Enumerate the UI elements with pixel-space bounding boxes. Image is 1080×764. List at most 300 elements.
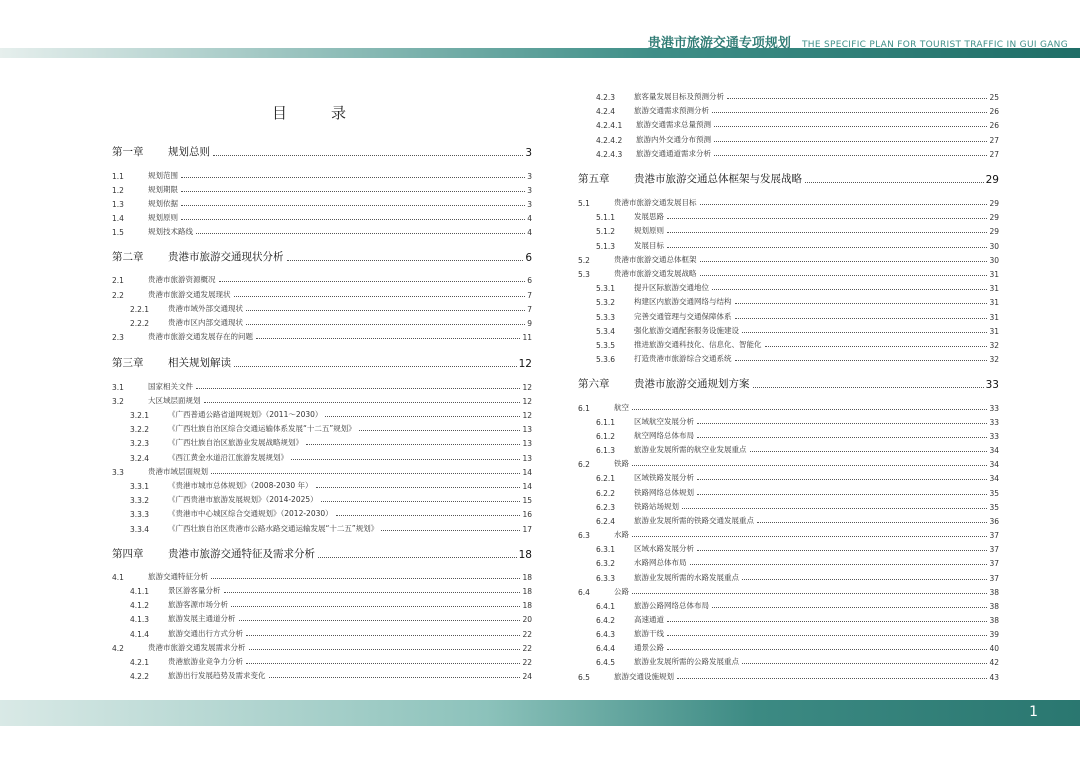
toc-entry-page: 33: [989, 432, 999, 441]
toc-entry-number: 6.4.2: [596, 616, 616, 625]
toc-entry-5-2: [578, 251, 999, 265]
toc-entry-number: 3.2: [112, 397, 124, 406]
toc-entry-5-1-3: [578, 237, 999, 251]
toc-entry-label: 贵港市区内部交通现状: [168, 318, 243, 327]
toc-entry-page: 33: [989, 404, 999, 413]
toc-entry-number: 4.2.4.2: [596, 136, 623, 145]
toc-entry-label: 旅游干线: [634, 629, 664, 638]
toc-entry-6-4-3: [578, 625, 999, 639]
toc-entry-label: 旅游交通设施规划: [614, 672, 674, 681]
toc-entry-number: 4.2.3: [596, 93, 616, 102]
toc-entry-2-1: [112, 271, 532, 285]
toc-entry-3-3-1: [112, 477, 532, 491]
toc-entry-6-1-3: [578, 441, 999, 455]
toc-leader-dots: [246, 635, 520, 636]
toc-entry-1-2: [112, 181, 532, 195]
toc-entry-3-2: [112, 392, 532, 406]
toc-entry-number: 第四章: [112, 548, 144, 560]
toc-entry-6-2-4: [578, 512, 999, 526]
toc-entry-number: 5.3.3: [596, 313, 616, 322]
toc-entry-page: 18: [522, 587, 532, 596]
toc-entry-page: 18: [522, 601, 532, 610]
toc-entry-number: 5.3.4: [596, 327, 616, 336]
toc-entry-page: 7: [527, 291, 532, 300]
toc-leader-dots: [753, 387, 984, 388]
toc-entry-number: 6.4.1: [596, 602, 616, 611]
toc-entry-label: 贵港市旅游交通总体框架与发展战略: [634, 173, 802, 185]
toc-entry-label: 旅游公路网络总体布局: [634, 601, 709, 610]
toc-entry-number: 5.3.5: [596, 341, 616, 350]
toc-entry-page: 31: [989, 298, 999, 307]
toc-entry-label: 贵港市旅游资源概况: [148, 275, 216, 284]
toc-leader-dots: [677, 678, 987, 679]
toc-entry-page: 29: [985, 174, 999, 186]
toc-leader-dots: [234, 366, 517, 367]
toc-entry-number: 1.4: [112, 214, 124, 223]
toc-entry-4-1-1: [112, 582, 532, 596]
toc-entry-number: 5.2: [578, 256, 590, 265]
toc-entry-3-3-4: [112, 520, 532, 534]
toc-entry-number: 6.3.1: [596, 545, 616, 554]
toc-entry-number: 6.4.4: [596, 644, 616, 653]
toc-entry-label: 发展目标: [634, 241, 664, 250]
toc-entry-3-2-4: [112, 449, 532, 463]
toc-leader-dots: [291, 459, 520, 460]
toc-entry-第一章: [112, 145, 532, 159]
toc-entry-number: 3.2.4: [130, 454, 150, 463]
toc-entry-第六章: [578, 377, 999, 391]
toc-entry-6-3-3: [578, 569, 999, 583]
toc-entry-number: 3.3.3: [130, 510, 150, 519]
toc-entry-page: 13: [522, 454, 532, 463]
toc-leader-dots: [714, 155, 987, 156]
toc-entry-page: 32: [989, 341, 999, 350]
toc-entry-label: 构建区内旅游交通网络与结构: [634, 297, 732, 306]
toc-entry-label: 规划总则: [168, 146, 210, 158]
toc-entry-page: 37: [989, 559, 999, 568]
toc-entry-number: 2.1: [112, 276, 124, 285]
toc-entry-page: 24: [522, 672, 532, 681]
toc-entry-page: 22: [522, 658, 532, 667]
toc-entry-page: 36: [989, 517, 999, 526]
toc-entry-label: 打造贵港市旅游综合交通系统: [634, 354, 732, 363]
toc-entry-label: 旅游业发展所需的铁路交通发展重点: [634, 516, 754, 525]
toc-entry-label: 推进旅游交通科技化、信息化、智能化: [634, 340, 762, 349]
toc-entry-6-1-1: [578, 413, 999, 427]
toc-leader-dots: [316, 487, 521, 488]
toc-leader-dots: [700, 275, 988, 276]
toc-entry-label: 高速通道: [634, 615, 664, 624]
toc-entry-6-2: [578, 455, 999, 469]
toc-leader-dots: [306, 444, 520, 445]
header-title-cn: 贵港市旅游交通专项规划: [647, 36, 791, 51]
toc-entry-page: 35: [989, 489, 999, 498]
toc-leader-dots: [359, 430, 521, 431]
toc-entry-number: 6.1.2: [596, 432, 616, 441]
toc-leader-dots: [213, 155, 523, 156]
toc-entry-number: 5.1: [578, 199, 590, 208]
toc-leader-dots: [727, 98, 987, 99]
toc-leader-dots: [712, 289, 987, 290]
toc-entry-label: 规划技术路线: [148, 227, 193, 236]
toc-leader-dots: [714, 126, 987, 127]
toc-entry-label: 强化旅游交通配套服务设施建设: [634, 326, 739, 335]
toc-entry-number: 3.3.4: [130, 525, 150, 534]
toc-entry-page: 42: [989, 658, 999, 667]
toc-entry-第五章: [578, 172, 999, 186]
toc-entry-5-1-1: [578, 208, 999, 222]
toc-entry-number: 5.3.6: [596, 355, 616, 364]
toc-leader-dots: [735, 318, 988, 319]
toc-entry-label: 贵港市旅游交通现状分析: [168, 251, 284, 263]
toc-leader-dots: [249, 649, 521, 650]
toc-entry-6-2-1: [578, 469, 999, 483]
toc-entry-number: 4.2: [112, 644, 124, 653]
toc-entry-number: 3.2.3: [130, 439, 150, 448]
toc-entry-1-3: [112, 195, 532, 209]
toc-entry-number: 5.3.1: [596, 284, 616, 293]
toc-entry-page: 18: [518, 549, 532, 561]
toc-entry-label: 《广西壮族自治区旅游业发展战略规划》: [168, 438, 303, 447]
toc-leader-dots: [239, 620, 521, 621]
header-title-en: THE SPECIFIC PLAN FOR TOURIST TRAFFIC IN GUI GANG: [801, 40, 1068, 50]
toc-entry-5-3-3: [578, 308, 999, 322]
toc-leader-dots: [697, 550, 987, 551]
toc-entry-label: 公路: [614, 587, 629, 596]
toc-entry-page: 35: [989, 503, 999, 512]
toc-entry-page: 6: [527, 276, 532, 285]
toc-leader-dots: [757, 522, 987, 523]
toc-entry-label: 贵港市旅游交通发展存在的问题: [148, 332, 253, 341]
toc-entry-label: 完善交通管理与交通保障体系: [634, 312, 732, 321]
toc-entry-3-3: [112, 463, 532, 477]
toc-entry-page: 16: [522, 510, 532, 519]
toc-entry-number: 3.2.2: [130, 425, 150, 434]
toc-entry-page: 6: [525, 252, 532, 264]
toc-entry-page: 14: [522, 482, 532, 491]
toc-leader-dots: [181, 205, 525, 206]
toc-leader-dots: [742, 663, 987, 664]
toc-entry-number: 第六章: [578, 378, 610, 390]
toc-entry-4-2-4: [578, 102, 999, 116]
toc-entry-number: 5.1.3: [596, 242, 616, 251]
toc-entry-page: 3: [527, 200, 532, 209]
toc-entry-6-1: [578, 399, 999, 413]
toc-entry-number: 1.2: [112, 186, 124, 195]
toc-entry-label: 提升区际旅游交通地位: [634, 283, 709, 292]
toc-entry-label: 旅游业发展所需的航空业发展重点: [634, 445, 747, 454]
toc-entry-label: 《贵港市中心城区综合交通规划》（2012-2030）: [168, 509, 333, 518]
toc-entry-page: 12: [522, 397, 532, 406]
toc-leader-dots: [714, 141, 987, 142]
toc-entry-6-3: [578, 526, 999, 540]
toc-entry-page: 12: [522, 411, 532, 420]
toc-entry-label: 旅游交通通道需求分析: [636, 149, 711, 158]
toc-entry-number: 第一章: [112, 146, 144, 158]
toc-entry-page: 3: [527, 172, 532, 181]
toc-entry-number: 5.1.2: [596, 227, 616, 236]
toc-leader-dots: [667, 621, 987, 622]
toc-entry-page: 34: [989, 474, 999, 483]
toc-leader-dots: [381, 530, 520, 531]
toc-entry-number: 2.2: [112, 291, 124, 300]
toc-leader-dots: [336, 515, 521, 516]
toc-entry-3-2-3: [112, 434, 532, 448]
toc-leader-dots: [231, 606, 520, 607]
toc-entry-page: 31: [989, 284, 999, 293]
toc-entry-page: 3: [527, 186, 532, 195]
toc-leader-dots: [246, 663, 520, 664]
toc-entry-label: 《广西壮族自治区综合交通运输体系发展“十二五”规划》: [168, 424, 356, 433]
toc-entry-2-2-1: [112, 300, 532, 314]
toc-entry-number: 4.1: [112, 573, 124, 582]
toc-entry-page: 40: [989, 644, 999, 653]
toc-leader-dots: [667, 232, 987, 233]
toc-entry-page: 27: [989, 150, 999, 159]
toc-entry-4-1-4: [112, 625, 532, 639]
toc-entry-6-4-4: [578, 639, 999, 653]
toc-entry-label: 旅游交通需求预测分析: [634, 106, 709, 115]
toc-entry-page: 33: [985, 379, 999, 391]
toc-entry-5-1-2: [578, 222, 999, 236]
toc-entry-number: 3.2.1: [130, 411, 150, 420]
toc-entry-label: 《广西壮族自治区贵港市公路水路交通运输发展“十二五”规划》: [168, 524, 379, 533]
toc-leader-dots: [700, 204, 988, 205]
toc-entry-5-3-1: [578, 279, 999, 293]
toc-entry-label: 旅游交通特征分析: [148, 572, 208, 581]
toc-entry-number: 4.1.1: [130, 587, 150, 596]
toc-entry-number: 6.1.3: [596, 446, 616, 455]
toc-leader-dots: [246, 324, 525, 325]
toc-entry-3-2-1: [112, 406, 532, 420]
toc-entry-3-2-2: [112, 420, 532, 434]
toc-leader-dots: [196, 233, 525, 234]
toc-leader-dots: [690, 564, 988, 565]
toc-entry-page: 17: [522, 525, 532, 534]
toc-entry-label: 水路: [614, 530, 629, 539]
toc-entry-4-1: [112, 568, 532, 582]
toc-entry-page: 12: [518, 358, 532, 370]
toc-leader-dots: [735, 303, 988, 304]
toc-entry-page: 33: [989, 418, 999, 427]
toc-entry-label: 贵港市旅游交通发展现状: [148, 290, 231, 299]
toc-entry-page: 27: [989, 136, 999, 145]
toc-entry-3-3-3: [112, 505, 532, 519]
toc-entry-label: 规划范围: [148, 171, 178, 180]
toc-leader-dots: [697, 494, 987, 495]
toc-leader-dots: [632, 465, 987, 466]
toc-entry-number: 6.1.1: [596, 418, 616, 427]
toc-entry-number: 4.1.3: [130, 615, 150, 624]
toc-entry-2-2-2: [112, 314, 532, 328]
toc-entry-number: 3.3.1: [130, 482, 150, 491]
toc-entry-6-2-3: [578, 498, 999, 512]
toc-entry-5-3-5: [578, 336, 999, 350]
toc-leader-dots: [805, 182, 984, 183]
toc-entry-page: 20: [522, 615, 532, 624]
toc-entry-5-3-4: [578, 322, 999, 336]
footer-band: [0, 700, 1080, 726]
toc-entry-page: 29: [989, 213, 999, 222]
toc-entry-number: 第五章: [578, 173, 610, 185]
toc-entry-page: 29: [989, 199, 999, 208]
toc-leader-dots: [765, 346, 988, 347]
toc-entry-page: 14: [522, 468, 532, 477]
toc-entry-label: 规划原则: [148, 213, 178, 222]
toc-entry-label: 贵港市域外部交通现状: [168, 304, 243, 313]
toc-leader-dots: [682, 508, 987, 509]
toc-entry-6-4: [578, 583, 999, 597]
toc-entry-page: 30: [989, 242, 999, 251]
toc-entry-page: 29: [989, 227, 999, 236]
toc-entry-number: 第三章: [112, 357, 144, 369]
toc-entry-number: 4.1.2: [130, 601, 150, 610]
toc-entry-page: 26: [989, 107, 999, 116]
toc-entry-page: 38: [989, 602, 999, 611]
toc-entry-page: 38: [989, 616, 999, 625]
toc-entry-label: 发展思路: [634, 212, 664, 221]
toc-entry-page: 31: [989, 270, 999, 279]
toc-entry-page: 22: [522, 630, 532, 639]
toc-leader-dots: [211, 473, 520, 474]
toc-entry-page: 37: [989, 574, 999, 583]
toc-entry-label: 贵港市旅游交通发展战略: [614, 269, 697, 278]
toc-leader-dots: [697, 437, 987, 438]
toc-entry-label: 贵港市旅游交通发展需求分析: [148, 643, 246, 652]
toc-entry-label: 通景公路: [634, 643, 664, 652]
toc-leader-dots: [211, 578, 520, 579]
toc-entry-label: 相关规划解读: [168, 357, 231, 369]
toc-entry-number: 4.2.4.3: [596, 150, 623, 159]
toc-entry-label: 旅游客源市场分析: [168, 600, 228, 609]
toc-leader-dots: [318, 557, 517, 558]
toc-entry-number: 6.3.3: [596, 574, 616, 583]
toc-leader-dots: [321, 501, 521, 502]
toc-leader-dots: [667, 218, 987, 219]
toc-entry-2-2: [112, 286, 532, 300]
toc-entry-label: 航空: [614, 403, 629, 412]
toc-entry-1-1: [112, 167, 532, 181]
toc-entry-label: 《贵港市城市总体规划》（2008-2030 年）: [168, 481, 313, 490]
toc-leader-dots: [204, 402, 521, 403]
toc-entry-1-4: [112, 209, 532, 223]
toc-leader-dots: [196, 388, 520, 389]
toc-leader-dots: [181, 219, 525, 220]
toc-entry-page: 26: [989, 121, 999, 130]
toc-leader-dots: [181, 177, 525, 178]
toc-leader-dots: [632, 593, 987, 594]
toc-entry-label: 贵港市旅游交通特征及需求分析: [168, 548, 315, 560]
toc-entry-page: 11: [522, 333, 532, 342]
toc-title: 目录: [272, 104, 391, 122]
toc-entry-number: 6.2: [578, 460, 590, 469]
toc-entry-number: 4.1.4: [130, 630, 150, 639]
page-number: 1: [1029, 704, 1038, 720]
toc-entry-label: 贵港市旅游交通总体框架: [614, 255, 697, 264]
toc-entry-number: 4.2.4.1: [596, 121, 623, 130]
toc-entry-page: 9: [527, 319, 532, 328]
toc-entry-4-1-3: [112, 610, 532, 624]
toc-entry-number: 3.3.2: [130, 496, 150, 505]
toc-entry-number: 6.2.4: [596, 517, 616, 526]
toc-entry-number: 3.3: [112, 468, 124, 477]
toc-leader-dots: [667, 247, 987, 248]
toc-entry-label: 铁路网络总体规划: [634, 488, 694, 497]
toc-entry-3-1: [112, 378, 532, 392]
toc-leader-dots: [667, 635, 987, 636]
toc-entry-page: 34: [989, 446, 999, 455]
toc-leader-dots: [697, 423, 987, 424]
toc-entry-5-3: [578, 265, 999, 279]
toc-leader-dots: [632, 536, 987, 537]
toc-entry-label: 旅游出行发展趋势及需求变化: [168, 671, 266, 680]
toc-entry-label: 《西江黄金水道沿江旅游发展规划》: [168, 453, 288, 462]
toc-entry-page: 37: [989, 531, 999, 540]
toc-entry-4-2: [112, 639, 532, 653]
toc-leader-dots: [234, 296, 526, 297]
toc-entry-number: 4.2.1: [130, 658, 150, 667]
toc-entry-4-1-2: [112, 596, 532, 610]
toc-leader-dots: [219, 281, 526, 282]
toc-entry-page: 22: [522, 644, 532, 653]
toc-entry-label: 《广西普通公路省道网规划》（2011～2030）: [168, 410, 323, 419]
toc-entry-label: 旅客量发展目标及预测分析: [634, 92, 724, 101]
toc-entry-number: 6.4: [578, 588, 590, 597]
toc-leader-dots: [632, 409, 987, 410]
toc-entry-number: 6.3.2: [596, 559, 616, 568]
toc-entry-number: 3.1: [112, 383, 124, 392]
toc-leader-dots: [750, 451, 988, 452]
toc-entry-page: 12: [522, 383, 532, 392]
toc-entry-number: 5.1.1: [596, 213, 616, 222]
toc-entry-2-3: [112, 328, 532, 342]
toc-entry-number: 第二章: [112, 251, 144, 263]
toc-entry-label: 《广西贵港市旅游发展规划》（2014-2025）: [168, 495, 318, 504]
toc-entry-number: 1.5: [112, 228, 124, 237]
toc-entry-label: 铁路: [614, 459, 629, 468]
toc-entry-page: 4: [527, 214, 532, 223]
toc-entry-label: 铁路站场规划: [634, 502, 679, 511]
toc-entry-page: 43: [989, 673, 999, 682]
toc-entry-number: 6.3: [578, 531, 590, 540]
toc-entry-page: 34: [989, 460, 999, 469]
toc-entry-6-3-1: [578, 540, 999, 554]
toc-entry-number: 4.2.4: [596, 107, 616, 116]
toc-leader-dots: [256, 338, 520, 339]
toc-entry-5-3-2: [578, 293, 999, 307]
toc-entry-page: 25: [989, 93, 999, 102]
toc-entry-page: 32: [989, 355, 999, 364]
toc-leader-dots: [269, 677, 521, 678]
toc-leader-dots: [697, 479, 987, 480]
toc-entry-label: 旅游交通出行方式分析: [168, 629, 243, 638]
toc-entry-label: 旅游交通需求总量预测: [636, 120, 711, 129]
toc-entry-number: 4.2.2: [130, 672, 150, 681]
toc-leader-dots: [712, 607, 987, 608]
toc-entry-page: 13: [522, 425, 532, 434]
toc-entry-number: 2.2.1: [130, 305, 150, 314]
toc-leader-dots: [712, 112, 987, 113]
toc-entry-label: 景区游客量分析: [168, 586, 221, 595]
toc-leader-dots: [667, 649, 987, 650]
toc-entry-number: 6.4.3: [596, 630, 616, 639]
toc-entry-number: 2.2.2: [130, 319, 150, 328]
toc-entry-3-3-2: [112, 491, 532, 505]
toc-leader-dots: [325, 416, 520, 417]
document-header: [648, 32, 1068, 51]
toc-entry-6-4-5: [578, 653, 999, 667]
toc-leader-dots: [735, 360, 988, 361]
